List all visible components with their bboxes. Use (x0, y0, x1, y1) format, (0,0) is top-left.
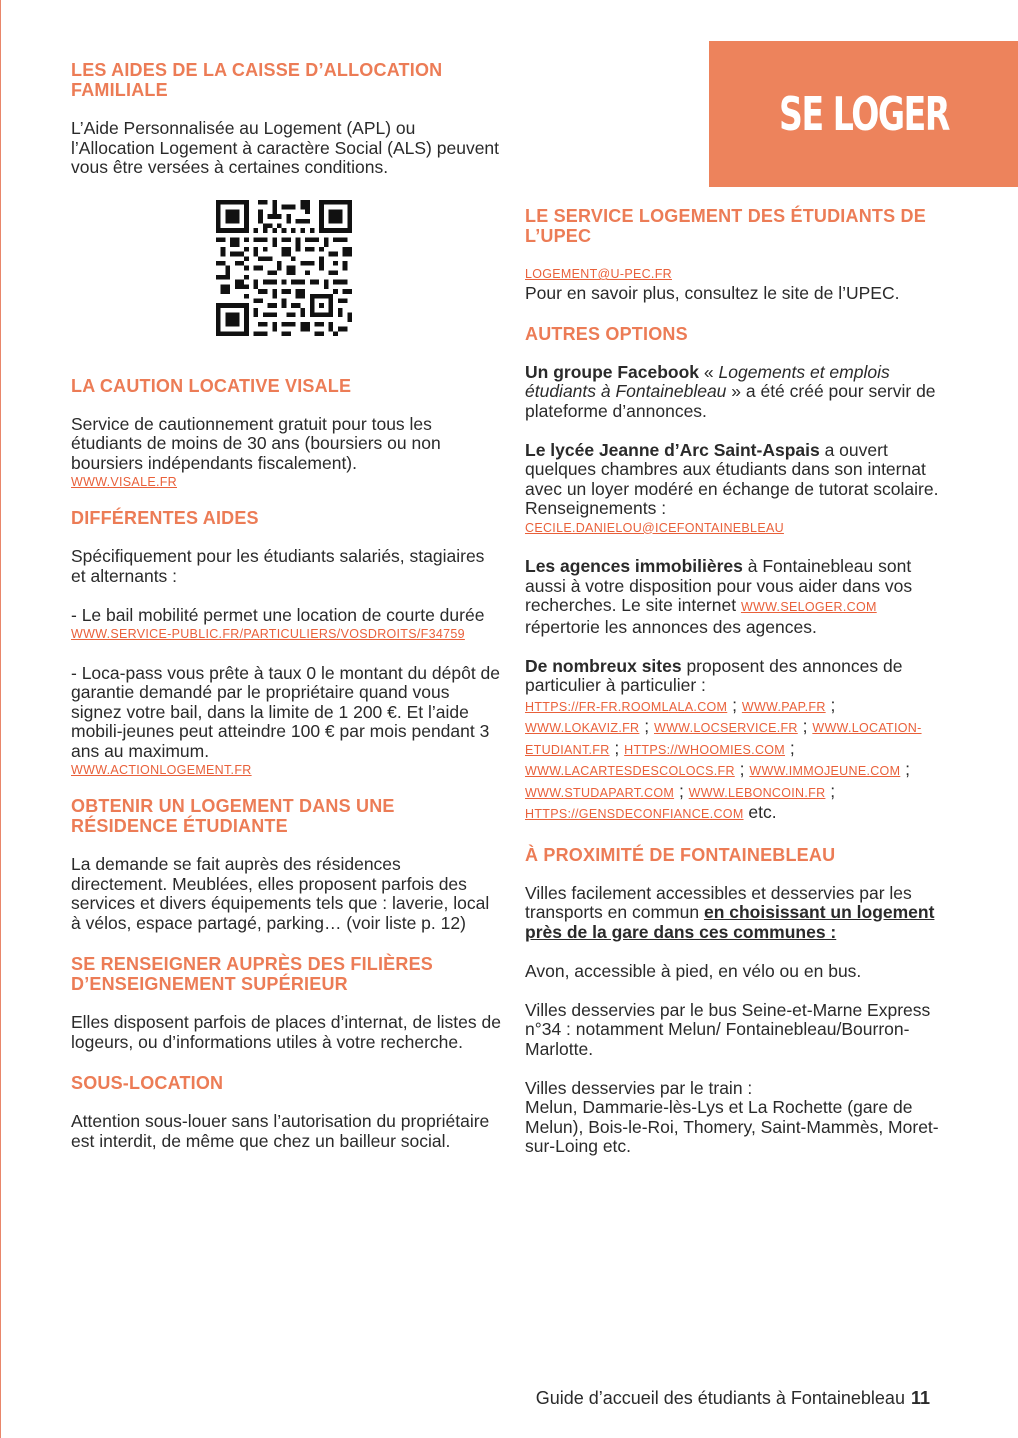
aides-intro: Spécifiquement pour les étudiants salariés, stagiaires et alternants : (71, 546, 485, 586)
site-link[interactable]: WWW.LACARTESDESCOLOCS.FR (525, 764, 735, 778)
lycee-bold: Le lycée Jeanne d’Arc Saint-Aspais (525, 439, 820, 460)
site-separator: ; (785, 737, 795, 758)
site-separator: ; (609, 737, 625, 758)
site-separator: ; (825, 694, 836, 715)
agences-text-2: répertorie les annonces des agences. (525, 616, 817, 637)
site-separator: ; (639, 716, 654, 736)
lycee-email-link[interactable]: CECILE.DANIELOU@ICEFONTAINEBLEAU (525, 520, 784, 535)
actionlogement-link[interactable]: WWW.ACTIONLOGEMENT.FR (71, 763, 252, 777)
site-link[interactable]: HTTPS://FR-FR.ROOMLALA.COM (525, 699, 728, 714)
site-link[interactable]: WWW.LOCATION-ETUDIANT.FR (525, 721, 922, 757)
filieres-heading: SE RENSEIGNER AUPRÈS DES FILIÈRES D’ENSEIGNEMENT SUPÉRIEUR (71, 954, 434, 994)
site-separator: ; (825, 780, 836, 801)
caf-text: L’Aide Personnalisée au Logement (APL) ou l’Allocation Logement à caractère Social (ALS) peuvent vous être versées à certaines conditions. (71, 118, 500, 177)
sites-paragraph (525, 657, 950, 696)
locapass-text: - Loca-pass vous prête à taux 0 le montant du dépôt de garantie demandé par le propriétaire quand vous signez votre bail, dans la limite de 1 200 €. Et l’aide mobili-jeunes peut atteindre 100 € par mois pendant 3 ans au maximum. (71, 662, 501, 761)
page-edge-line (0, 0, 1, 1438)
footer-text: Guide d’accueil des étudiants à Fontainebleau (535, 1388, 905, 1408)
bail-mobilite-text: - Le bail mobilité permet une location de courte durée (71, 604, 485, 625)
sites-etc: etc. (743, 802, 777, 822)
residence-heading: OBTENIR UN LOGEMENT DANS UNE RÉSIDENCE ÉTUDIANTE (71, 796, 395, 836)
visale-text: Service de cautionnement gratuit pour tous les étudiants de moins de 30 ans (boursiers ou non boursiers indépendants fiscalement). (71, 413, 441, 473)
sites-list (525, 696, 950, 825)
souslocation-text: Attention sous-louer sans l’autorisation du propriétaire est interdit, de même que chez un bailleur social. (71, 1111, 490, 1151)
autres-heading: AUTRES OPTIONS (525, 323, 688, 344)
site-separator: ; (797, 716, 813, 736)
sites-bold: De nombreux sites (525, 655, 682, 676)
agences-text: à Fontainebleau sont aussi à votre disposition pour vous aider dans vos recherches. Le site internet (525, 556, 913, 615)
site-link[interactable]: WWW.STUDAPART.COM (525, 785, 675, 800)
facebook-bold: Un groupe Facebook (525, 361, 700, 382)
proximite-intro-underlined: en choisissant un logement près de la gare dans ces communes : (525, 902, 935, 942)
site-link[interactable]: WWW.IMMOJEUNE.COM (749, 764, 901, 778)
train-text: Melun, Dammarie-lès-Lys et La Rochette (gare de Melun), Bois-le-Roi, Thomery, Saint-Mammès, Moret-sur-Loing etc. (525, 1097, 939, 1156)
service-public-link[interactable]: WWW.SERVICE-PUBLIC.FR/PARTICULIERS/VOSDROITS/F34759 (71, 627, 465, 641)
agences-bold: Les agences immobilières (525, 556, 743, 576)
proximite-intro-text: Villes facilement accessibles et desservies par les transports en commun (525, 882, 912, 922)
residence-text: La demande se fait auprès des résidences directement. Meublées, elles proposent parfois des services et divers équipements tels que : laverie, local à vélos, espace partagé, parking… (voir liste p. 12) (71, 854, 490, 933)
site-separator: ; (734, 759, 750, 779)
bus-text: Villes desservies par le bus Seine-et-Marne Express n°34 : notamment Melun/ Fontainebleau/Bourron-Marlotte. (525, 999, 931, 1059)
site-link[interactable]: WWW.LOKAVIZ.FR (525, 721, 640, 735)
filieres-text: Elles disposent parfois de places d’internat, de listes de logeurs, ou d’informations utiles à votre recherche. (71, 1012, 501, 1052)
proximite-intro (525, 884, 950, 943)
site-separator: ; (727, 694, 742, 715)
sites-text: proposent des annonces de particulier à particulier : (525, 655, 903, 695)
site-link[interactable]: WWW.LEBONCOIN.FR (688, 785, 826, 800)
avon-text: Avon, accessible à pied, en vélo ou en bus. (525, 960, 862, 981)
seloger-link[interactable]: WWW.SELOGER.COM (740, 600, 877, 614)
banner-title: SE LOGER (778, 87, 949, 141)
section-banner (709, 41, 1018, 187)
visale-link[interactable]: WWW.VISALE.FR (71, 475, 177, 489)
facebook-group-name: Logements et emplois étudiants à Fontainebleau (525, 361, 890, 401)
aides-heading: DIFFÉRENTES AIDES (71, 508, 259, 528)
left-column (71, 60, 501, 1151)
train-title: Villes desservies par le train : (525, 1077, 753, 1098)
site-link[interactable]: HTTPS://GENSDECONFIANCE.COM (525, 807, 744, 821)
facebook-paragraph (525, 363, 950, 422)
lycee-paragraph (525, 441, 950, 519)
page-footer (536, 1388, 930, 1409)
visale-heading: LA CAUTION LOCATIVE VISALE (71, 375, 352, 396)
site-separator: ; (900, 759, 911, 779)
upec-heading: LE SERVICE LOGEMENT DES ÉTUDIANTS DE L’UPEC (525, 206, 926, 246)
page-number: 11 (910, 1388, 930, 1408)
right-column (525, 206, 950, 1157)
facebook-text: » a été créé pour servir de plateforme d’annonces. (525, 381, 936, 421)
agences-paragraph (525, 557, 950, 637)
facebook-quote-open: « (699, 361, 719, 382)
site-link[interactable]: WWW.LOCSERVICE.FR (653, 721, 798, 735)
site-link[interactable]: WWW.PAP.FR (741, 699, 826, 714)
proximite-heading: À PROXIMITÉ DE FONTAINEBLEAU (525, 844, 836, 865)
lycee-text: a ouvert quelques chambres aux étudiants dans son internat avec un loyer modéré en échange de tutorat scolaire. Renseignements : (525, 439, 939, 518)
site-separator: ; (674, 780, 689, 801)
qr-code[interactable] (216, 200, 352, 336)
site-link[interactable]: HTTPS://WHOOMIES.COM (624, 742, 786, 757)
upec-text: Pour en savoir plus, consultez le site de l’UPEC. (525, 283, 900, 303)
souslocation-heading: SOUS-LOCATION (71, 1073, 224, 1093)
upec-email-link[interactable]: LOGEMENT@U-PEC.FR (525, 267, 672, 281)
caf-heading: LES AIDES DE LA CAISSE D’ALLOCATION FAMILIALE (71, 60, 443, 100)
